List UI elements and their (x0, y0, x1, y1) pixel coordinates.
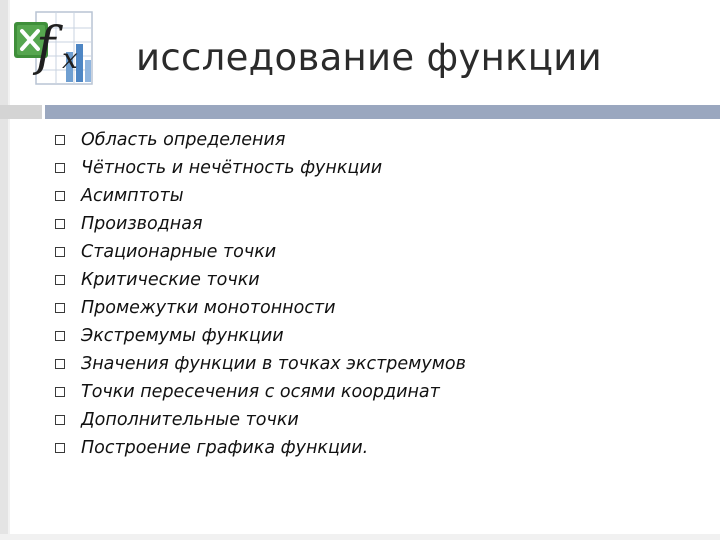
list-item-text: Экстремумы функции (81, 326, 284, 346)
square-bullet-icon (55, 247, 65, 257)
list-item (55, 182, 466, 210)
slide-bottom-border (0, 534, 720, 540)
list-item-text: Стационарные точки (81, 242, 277, 262)
list-item-text: Производная (81, 214, 203, 234)
list-item (55, 350, 466, 378)
title-rule-left (0, 105, 42, 119)
list-item (55, 210, 466, 238)
list-item (55, 434, 466, 462)
square-bullet-icon (55, 191, 65, 201)
list-item (55, 238, 466, 266)
list-item (55, 266, 466, 294)
list-item (55, 294, 466, 322)
square-bullet-icon (55, 415, 65, 425)
slide-title: исследование функции (136, 36, 602, 79)
list-item (55, 154, 466, 182)
square-bullet-icon (55, 387, 65, 397)
list-item (55, 322, 466, 350)
list-item (55, 378, 466, 406)
list-item-text: Дополнительные точки (81, 410, 299, 430)
svg-text:x: x (62, 42, 78, 75)
list-item-text: Область определения (81, 130, 286, 150)
square-bullet-icon (55, 163, 65, 173)
list-item-text: Построение графика функции. (81, 438, 369, 458)
bullet-list (55, 126, 466, 462)
square-bullet-icon (55, 303, 65, 313)
svg-text:f: f (36, 17, 56, 77)
excel-fx-icon (12, 2, 94, 86)
list-item-text: Промежутки монотонности (81, 298, 336, 318)
list-item (55, 126, 466, 154)
list-item-text: Асимптоты (81, 186, 184, 206)
slide-left-border-inner (8, 0, 10, 540)
slide-left-border (0, 0, 8, 540)
list-item-text: Чётность и нечётность функции (81, 158, 383, 178)
square-bullet-icon (55, 275, 65, 285)
list-item-text: Значения функции в точках экстремумов (81, 354, 466, 374)
square-bullet-icon (55, 359, 65, 369)
title-rule (45, 105, 720, 119)
list-item (55, 406, 466, 434)
square-bullet-icon (55, 135, 65, 145)
square-bullet-icon (55, 219, 65, 229)
list-item-text: Критические точки (81, 270, 260, 290)
square-bullet-icon (55, 331, 65, 341)
list-item-text: Точки пересечения с осями координат (81, 382, 440, 402)
square-bullet-icon (55, 443, 65, 453)
